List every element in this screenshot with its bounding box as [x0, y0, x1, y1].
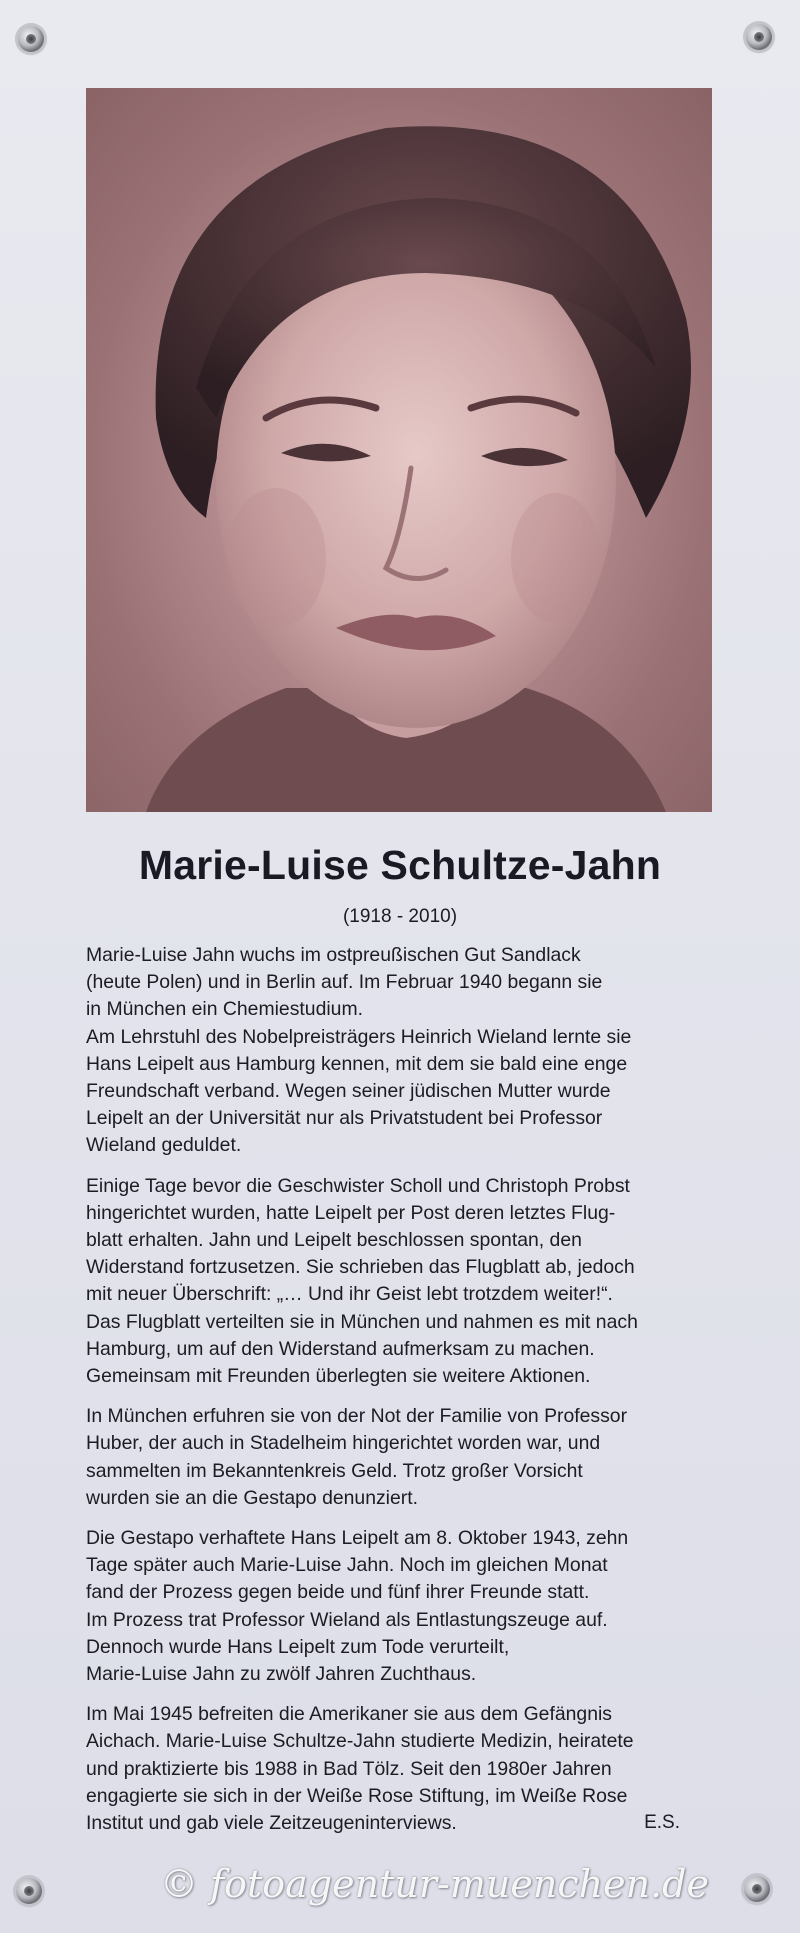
text-line: (heute Polen) und in Berlin auf. Im Februar 1940 begann sie — [86, 971, 603, 994]
text-line: Das Flugblatt verteilten sie in München und nahmen es mit nach — [86, 1310, 638, 1333]
portrait-illustration — [86, 88, 712, 812]
rivet-bottom-right — [744, 1876, 770, 1902]
text-line: Dennoch wurde Hans Leipelt zum Tode verurteilt, — [86, 1635, 510, 1658]
text-line: In München erfuhren sie von der Not der Familie von Professor — [86, 1405, 628, 1428]
text-line: Widerstand fortzusetzen. Sie schrieben das Flugblatt ab, jedoch — [86, 1256, 635, 1279]
portrait-photo — [86, 88, 712, 812]
paragraph-3 — [86, 1403, 726, 1512]
text-line: Im Prozess trat Professor Wieland als Entlastungszeuge auf. — [86, 1608, 608, 1631]
text-line: Leipelt an der Universität nur als Privatstudent bei Professor — [86, 1107, 603, 1130]
rivet-top-left — [18, 26, 44, 52]
text-line: Marie-Luise Jahn wuchs im ostpreußischen Gut Sandlack — [86, 944, 581, 966]
text-line: sammelten im Bekanntenkreis Geld. Trotz großer Vorsicht — [86, 1459, 583, 1482]
text-line: Aichach. Marie-Luise Schultze-Jahn studierte Medizin, heiratete — [86, 1730, 634, 1753]
text-line: Institut und gab viele Zeitzeugeninterviews. — [86, 1812, 457, 1835]
biography-text — [86, 942, 726, 1850]
text-line: Einige Tage bevor die Geschwister Scholl und Christoph Probst — [86, 1174, 630, 1197]
text-line: wurden sie an die Gestapo denunziert. — [86, 1486, 419, 1509]
text-line: Im Mai 1945 befreiten die Amerikaner sie aus dem Gefängnis — [86, 1703, 612, 1726]
text-line: hingerichtet wurden, hatte Leipelt per Post deren letztes Flug- — [86, 1201, 616, 1224]
text-line: Hamburg, um auf den Widerstand aufmerksam zu machen. — [86, 1337, 595, 1360]
copyright-watermark: © fotoagentur-muenchen.de — [160, 1862, 709, 1906]
author-initials: E.S. — [644, 1812, 680, 1833]
paragraph-4 — [86, 1525, 726, 1688]
text-line: engagierte sie sich in der Weiße Rose Stiftung, im Weiße Rose — [86, 1784, 628, 1807]
life-years: (1918 - 2010) — [342, 906, 458, 927]
rivet-top-right — [746, 24, 772, 50]
text-line: in München ein Chemiestudium. — [86, 998, 363, 1021]
text-line: Marie-Luise Jahn zu zwölf Jahren Zuchthaus. — [86, 1663, 477, 1686]
paragraph-5 — [86, 1701, 726, 1837]
text-line: Wieland geduldet. — [86, 1134, 242, 1157]
text-line: Hans Leipelt aus Hamburg kennen, mit dem sie bald eine enge — [86, 1052, 628, 1075]
paragraph-2 — [86, 1173, 726, 1391]
text-line: blatt erhalten. Jahn und Leipelt beschlossen spontan, den — [86, 1229, 582, 1252]
text-line: Gemeinsam mit Freunden überlegten sie weitere Aktionen. — [86, 1365, 591, 1388]
text-line: Am Lehrstuhl des Nobelpreisträgers Heinrich Wieland lernte sie — [86, 1025, 632, 1048]
text-line: Tage später auch Marie-Luise Jahn. Noch im gleichen Monat — [86, 1554, 608, 1577]
person-name-title: Marie-Luise Schultze-Jahn — [138, 842, 662, 888]
text-line: fand der Prozess gegen beide und fünf ihrer Freunde statt. — [86, 1581, 590, 1604]
paragraph-1 — [86, 942, 726, 1160]
text-line: Huber, der auch in Stadelheim hingerichtet worden war, und — [86, 1432, 601, 1455]
text-line: Freundschaft verband. Wegen seiner jüdischen Mutter wurde — [86, 1080, 611, 1103]
text-line: und praktizierte bis 1988 in Bad Tölz. Seit den 1980er Jahren — [86, 1757, 612, 1780]
text-line: Die Gestapo verhaftete Hans Leipelt am 8. Oktober 1943, zehn — [86, 1527, 629, 1550]
text-line: mit neuer Überschrift: „… Und ihr Geist lebt trotzdem weiter!“. — [86, 1283, 613, 1306]
rivet-bottom-left — [16, 1878, 42, 1904]
